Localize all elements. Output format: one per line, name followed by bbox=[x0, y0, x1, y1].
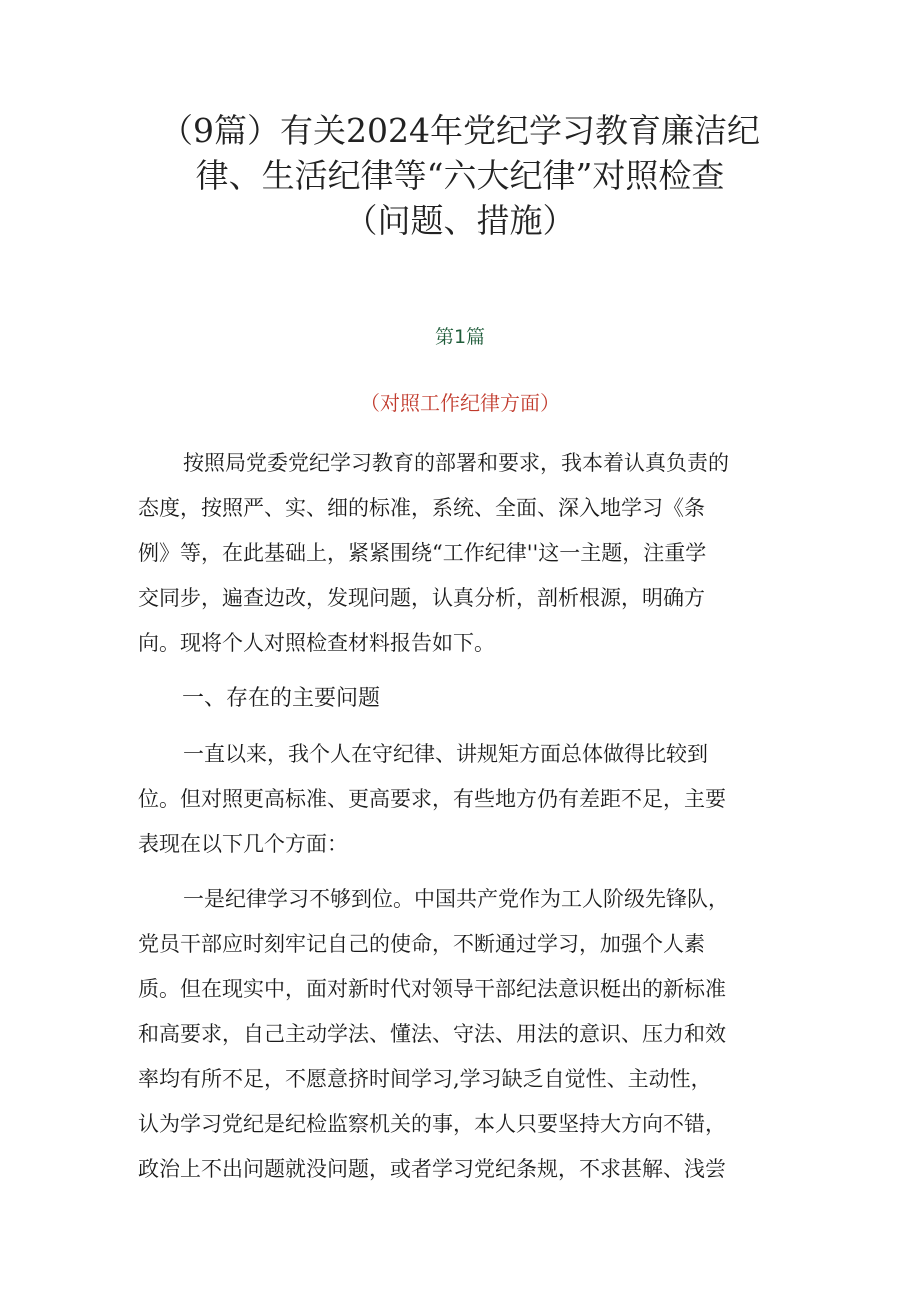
paragraph-line: 例》等，在此基础上，紧紧围绕“工作纪律''这一主题，注重学 bbox=[138, 541, 707, 565]
paragraph-line: 态度，按照严、实、细的标准，系统、全面、深入地学习《条 bbox=[138, 496, 705, 520]
paragraph-line: 表现在以下几个方面： bbox=[138, 832, 348, 856]
paragraph-line: 交同步，遍查边改，发现问题，认真分析，剖析根源，明确方 bbox=[138, 586, 705, 610]
part-label: 第1篇 bbox=[434, 326, 486, 348]
title-line: 律、生活纪律等“六大纪律”对照检查 bbox=[195, 156, 725, 195]
paragraph-line: 党员干部应时刻牢记自己的使命，不断通过学习，加强个人素 bbox=[138, 932, 705, 956]
paragraph-line: 质。但在现实中，面对新时代对领导干部纪法意识梃出的新标准 bbox=[138, 977, 726, 1001]
problem-paragraph bbox=[138, 877, 729, 1192]
paragraph-line: 一是纪律学习不够到位。中国共产党作为工人阶级先锋队， bbox=[183, 887, 729, 911]
section-subheading: （对照工作纪律方面） bbox=[360, 391, 560, 415]
paragraph-line: 位。但对照更高标准、更高要求，有些地方仍有差距不足，主要 bbox=[138, 787, 726, 811]
title-line: （9篇）有关2024年党纪学习教育廉洁纪 bbox=[160, 111, 760, 150]
paragraph-line: 认为学习党纪是纪检监察机关的事，本人只要坚持大方向不错， bbox=[138, 1112, 726, 1136]
title-line: （问题、措施） bbox=[344, 201, 576, 240]
paragraph-line: 一直以来，我个人在守纪律、讲规矩方面总体做得比较到 bbox=[183, 742, 708, 766]
document-title bbox=[120, 108, 800, 243]
paragraph-line: 率均有所不足，不愿意挤时间学习,学习缺乏自觉性、主动性， bbox=[138, 1067, 712, 1091]
paragraph-line: 政治上不出问题就没问题，或者学习党纪条规，不求甚解、浅尝 bbox=[138, 1157, 726, 1181]
paragraph-line: 向。现将个人对照检查材料报告如下。 bbox=[138, 631, 495, 655]
paragraph-line: 按照局党委党纪学习教育的部署和要求，我本着认真负责的 bbox=[183, 451, 729, 475]
intro-paragraph bbox=[138, 441, 729, 666]
paragraph-line: 和高要求，自己主动学法、懂法、守法、用法的意识、压力和效 bbox=[138, 1022, 726, 1046]
overview-paragraph bbox=[138, 732, 726, 867]
section-heading: 一、存在的主要问题 bbox=[182, 686, 381, 711]
